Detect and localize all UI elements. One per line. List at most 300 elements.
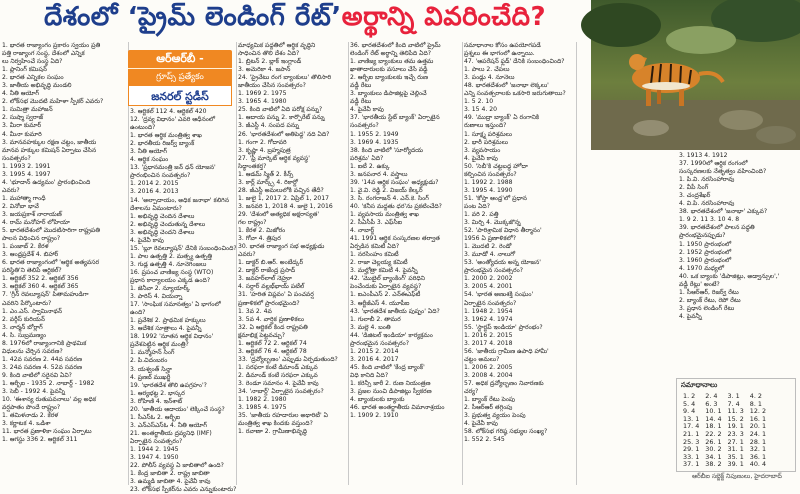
answer-cell: 37. 1 <box>683 460 700 469</box>
answer-cell: 40. 4 <box>749 460 767 469</box>
question-line: 3. ప్రజల నుంచి డిపాజిట్లు స్వీకరణ <box>350 388 432 396</box>
question-line: 4. మీనా కుమారి <box>2 130 42 138</box>
question-line: మంత్రిత్వ శాఖ కిందకు వస్తుంది? <box>238 420 313 428</box>
question-column-5 <box>464 42 574 485</box>
answer-cell: 7. 4 <box>727 399 740 408</box>
question-line: 1. 5 2. 10 <box>464 98 494 106</box>
question-line: 3. 1960 ప్రారంభంలో <box>679 256 732 264</box>
question-line: 3. ఆర్టికల్ 360 4. ఆర్టికల్ 365 <box>2 283 79 291</box>
question-line: 3. జాతీయ అభివృద్ధి మండలి <box>2 82 72 90</box>
question-line: 3. ఎన్ఎస్ఎస్ఓ 4. నీతి ఆయోగ్ <box>130 421 207 429</box>
question-line: సిద్ధాంతకర్త? <box>238 162 267 170</box>
question-line: 1. పాల ఉత్పత్తి 2. మత్స్య ఉత్పత్తి <box>130 252 212 260</box>
question-line: ఎన్ని సంవత్సరాలకు ఒకసారి జరుగుతాయి? <box>464 90 566 98</box>
question-line: 1. 1944 2. 1945 <box>130 445 179 453</box>
question-line: చట్టం అమలు? <box>464 355 500 363</box>
question-line: 1. 1992 2. 1988 <box>464 178 513 186</box>
answer-cell: 19. 1 <box>727 422 744 431</box>
question-line: కల్పించిన సంవత్సరం? <box>464 170 517 178</box>
question-line: 53. 'అంత్యోదయ అన్న యోజన' <box>464 259 541 267</box>
question-line: 3. నీతి ఆయోగ్ <box>130 148 167 156</box>
question-line: 4. బ్యాంకులకు బ్యాంకు <box>350 396 405 404</box>
question-line: 2. 1952 ప్రారంభంలో <box>679 248 732 256</box>
question-line: 26. 'భారతదేశంలో అతిపెద్ద' నది ఏది? <box>238 130 330 138</box>
question-line: 2. వర్గీస్ కురియన్ <box>2 315 45 323</box>
question-line: 1. కేంద్ర జాబితా 2. రాష్ట్ర జాబితా <box>130 470 210 478</box>
question-line: సమాధానాల కోసం ఉపయోగపడే <box>464 42 541 49</box>
answer-cell: 24. 1 <box>749 429 767 438</box>
answer-cell: 39. 1 <box>727 460 744 469</box>
question-line: 55. 'స్టార్టప్ ఇండియా' ప్రారంభం? <box>464 323 543 331</box>
question-line: 3. 24వ సవరణ 4. 52వ సవరణ <box>2 363 83 371</box>
question-line: 1. ఆగస్టు 336 2. ఆర్టికల్ 311 <box>2 436 78 444</box>
question-line: లెండింగ్ రేట్ అర్థాన్ని తెలిపేది ఏది? <box>350 50 431 58</box>
question-line: ప్రారంభమైన సంవత్సరం? <box>464 267 523 275</box>
question-line: లు నిర్వహించే సంస్థ ఏది? <box>2 58 63 66</box>
question-line: 2. లోక్‌సభ మొదటి మహిళా స్పీకర్ ఎవరు? <box>2 98 104 106</box>
question-line: 3. 1969 4. 1935 <box>350 138 399 146</box>
question-line: 22. పోలీస్ వ్యవస్థ ఏ జాబితాలో ఉంది? <box>130 462 224 470</box>
question-line: ఉంది? <box>130 309 146 317</box>
question-line: ప్రారంభమైనప్పుడు? <box>679 232 726 240</box>
question-line: 3. 2008 4. 2004 <box>464 371 513 379</box>
question-line: 58. లోక్‌సభ గరిష్ఠ సభ్యుల సంఖ్య? <box>464 428 548 436</box>
question-line: 1. ఆర్బీఐ - 1935 2. నాబార్డ్ - 1982 <box>2 379 95 387</box>
question-line: 20. 'జాతీయ ఆదాయం' లెక్కించే సంస్థ? <box>130 405 225 413</box>
question-line: 3. వ్యవసాయం <box>464 146 501 154</box>
question-line: 3. 1985 4. 1975 <box>238 404 287 412</box>
question-line: 1. జులై 1, 2017 2. ఏప్రిల్ 1, 2017 <box>238 194 330 202</box>
question-line: 57. అధిక ద్రవ్యోల్బణం నివారణకు <box>464 379 544 387</box>
question-line: 1956 ఏ ప్రణాళికలో? <box>464 235 517 243</box>
question-line: ఉంటుంది? <box>130 124 156 132</box>
answer-cell: 23. 3 <box>727 429 744 438</box>
question-line: 1. భారత ఆర్థిక మంత్రిత్వ శాఖ <box>130 132 202 140</box>
question-line: 3. బ్యాంకులు డిపాజిట్లపై చెల్లించే <box>350 90 427 98</box>
question-line: 6. భారత రాజ్యాంగంలో 'ఆర్థిక అత్యవసర <box>2 259 100 267</box>
question-line: 1. ఆర్యభట్ట 2. భాస్కర <box>130 389 185 397</box>
question-line: 2. డిమాండ్ కంటే సరఫరా ఎక్కువ <box>238 371 318 379</box>
question-line: 40. ఒక బ్యాంకు 'డిపాజిట్లు, అడ్వాన్సుల',' <box>679 272 780 280</box>
question-line: 3. జవహర్‌లాల్ నెహ్రూ <box>238 275 292 283</box>
question-line: ప్రశ్నలు ఈ భాగంలో ఉన్నాయి. <box>464 50 535 58</box>
question-line: 4. 'భూదాన్ ఉద్యమం' ప్రారంభించింది <box>2 178 91 186</box>
question-line: 1. 1969 2. 1975 <box>238 90 287 98</box>
question-line: 4. పైవన్నీ <box>679 312 702 320</box>
answer-cell: 29. 1 <box>683 445 700 454</box>
answer-cell: 36. 1 <box>749 452 767 461</box>
answer-cell: 5. 4 <box>683 399 696 408</box>
question-line: 1. 1955 2. 1949 <box>350 130 399 138</box>
question-line: 1. సరఫరా కంటే డిమాండ్ ఎక్కువ <box>238 363 318 371</box>
question-line: గల రాష్ట్రం? <box>238 219 267 227</box>
question-line: 2. డాక్టర్ రాజేంద్ర ప్రసాద్ <box>238 267 296 275</box>
question-line: 1. ఆడమ్ స్మిత్ 2. కీన్స్ <box>238 170 294 178</box>
question-line: 3. చంద్రశేఖర్ <box>679 192 711 200</box>
question-line: 46. భారత అంతర్జాతీయ విమానాశ్రయం <box>350 404 445 412</box>
question-line: 1. డాక్టర్ బి.ఆర్. అంబేద్కర్ <box>238 259 304 267</box>
question-line: 3. మిర్చి 4. మొక్కజొన్న <box>464 219 521 227</box>
question-line: 1. 42వ సవరణ 2. 44వ సవరణ <box>2 355 83 363</box>
question-line: 1. బ్యాంక్ రేటు పెంపు <box>464 396 516 404</box>
question-line: ఎవరు? <box>2 186 20 194</box>
question-line: 52. 'పారిశ్రామిక విధాన తీర్మానం' <box>464 227 542 235</box>
question-line: 11. భారత ప్రణాళికా సంఘం ఏర్పాటు <box>2 428 92 436</box>
headline <box>0 0 590 40</box>
answer-cell: 4. 2 <box>749 392 762 400</box>
question-line: 3. రెండూ సమానం 4. పైవేవీ కావు <box>238 379 319 387</box>
question-line: 3. మల్లె 4. బంతి <box>350 323 391 331</box>
question-line: 23. లోక్‌సభ స్పీకర్‌ను ఎవరు ఎన్నుకుంటారు? <box>130 486 237 494</box>
question-line: 2. భారతీయ రిజర్వ్ బ్యాంక్ <box>130 140 195 148</box>
question-line: 3. 15 4. 20 <box>464 106 497 114</box>
question-line: 30. భారత రాజ్యాంగ సభ అధ్యక్షుడు <box>238 243 325 251</box>
question-line: 2. అభివృద్ధి చెందుతున్న దేశాలు <box>130 220 206 228</box>
question-line: 2. బ్యాంక్ రేటు, రెపో రేటు <box>679 296 741 304</box>
answer-cell: 28. 1 <box>749 437 767 446</box>
question-line: 17. 'సాంఘిక సమానత్వం' ఏ భాగంలో <box>130 301 221 309</box>
answer-cell: 9. 4 <box>683 407 696 416</box>
question-line: ప్రారంభించిన సంవత్సరం? <box>130 172 191 180</box>
question-line: 14. 'అల్పాదాయం, అధిక జనాభా' కలిగిన <box>130 196 229 204</box>
question-line: 2. వినోబా భావే <box>2 202 39 210</box>
question-line: 4. సి. సుబ్రమణ్యం <box>2 331 47 339</box>
question-line: 4. నీతి ఆయోగ్ <box>2 90 39 98</box>
question-line: పాలన విధించిన రాష్ట్రం? <box>2 235 61 243</box>
question-line: 1. నరసింహం కమిటీ <box>350 251 399 259</box>
question-line: 1. మహాత్మా గాంధీ <box>2 194 46 202</box>
question-line: 3. గుడ్ల ఉత్పత్తి 4. నూనెగింజలు <box>130 260 207 268</box>
question-line: 1. ఆర్టికల్ 352 2. ఆర్టికల్ 356 <box>2 275 79 283</box>
question-line: సాధించిన తొలి దేశం ఏది? <box>238 50 300 58</box>
question-line: 2. సీఏసీపీ 3. ఎఫ్‌సీఐ <box>350 219 403 227</box>
question-line: 18. 1992 'నూతన ఆర్థిక విధానం' <box>130 333 214 341</box>
question-line: 4. సర్దార్ వల్లభ్‌భాయ్ పటేల్ <box>238 283 305 291</box>
question-line: 10. 'ఈశాన్య రుతుపవనాలు' వల్ల అధిక <box>2 396 97 404</box>
question-line: 1. మన్మోహన్ సింగ్ <box>130 349 175 357</box>
answer-key <box>676 378 796 472</box>
question-line: వడ్డీ రేటు <box>350 98 372 106</box>
question-line: 3. 2016 4. 2017 <box>350 355 399 363</box>
answer-cell: 8. 1 <box>749 399 762 408</box>
question-line: 3. మీరా కుమార్ <box>2 122 42 130</box>
question-line: 4. వి.పి. నరసింహారావు <box>679 200 735 208</box>
answer-cell: 34. 1 <box>705 452 722 461</box>
question-line: 32. ఏ ఆర్టికల్ కింద రాష్ట్రపతి <box>238 323 308 331</box>
question-line: 3. ప్రభుత్వ వ్యయం పెంపు <box>464 412 526 420</box>
answer-cell: 32. 1 <box>749 445 767 454</box>
question-line: 3. 2017 4. 2018 <box>464 339 513 347</box>
question-column-3 <box>238 42 346 485</box>
question-line: 4. రామ్ మనోహర్ లోహియా <box>2 219 70 227</box>
question-line: 2. ఆర్బీఐ బ్యాంకులకు ఇచ్చే రుణ <box>350 74 429 82</box>
question-line: 3. సి. రంగరాజన్ 4. ఎన్.కె. సింగ్ <box>350 194 429 202</box>
question-line: 25. కింది వాటిలో ఏది పరోక్ష పన్ను? <box>238 106 323 114</box>
question-line: 3. జనపనార 4. వస్త్రాలు <box>350 170 408 178</box>
question-line: 1. 2015 2. 2014 <box>350 347 399 355</box>
question-line: 4. పైవేవీ కావు <box>130 236 164 244</box>
question-line: 3. అమెరికా 4. జపాన్ <box>238 66 291 74</box>
question-line: 2. రాజా చెల్లయ్య కమిటీ <box>350 259 408 267</box>
question-line: 15. 'బ్లూ రెవల్యూషన్' దేనికి సంబంధించింది? <box>130 244 237 252</box>
question-line: 3. మూడో 4. నాలుగో <box>464 251 516 259</box>
answer-cell: 3. 1 <box>727 392 740 400</box>
answer-cell: 10. 1 <box>705 407 722 416</box>
question-line: 3. సెబీ - 1992 4. పైవన్నీ <box>2 388 66 396</box>
question-line: పరిస్థితి'ని తెలిపే ఆర్టికల్? <box>2 267 62 275</box>
question-line: 3. ఆర్టికల్ 76 4. ఆర్టికల్ 78 <box>238 347 307 355</box>
question-line: వడ్డీ రేట్లు' అంటే? <box>679 280 720 288</box>
question-line: 1. ఎం.ఎస్. స్వామినాథన్ <box>2 307 63 315</box>
author-byline: ఆర్‌బీఐ సబ్జెక్ట్ నిపుణులు, హైదరాబాద్ <box>692 473 782 480</box>
question-line: 1. సూక్ష్మ పరిశ్రమలు <box>464 130 512 138</box>
question-line: 1. జెనీవా 2. న్యూయార్క్ <box>130 285 190 293</box>
question-line: 4. ప్రణబ్ ముఖర్జీ <box>130 373 171 381</box>
question-line: 1. 1950 ప్రారంభంలో <box>679 240 732 248</box>
question-line: 3. జయప్రకాశ్ నారాయణ్ <box>2 210 62 218</box>
answer-cell: 27. 1 <box>727 437 744 446</box>
question-line: చర్య? <box>464 388 479 396</box>
question-line: 2. వీపీ సింగ్ <box>679 184 709 192</box>
question-line: ప్రధాన కార్యాలయం ఎక్కడ ఉంది? <box>130 276 211 284</box>
question-line: సంవత్సరం? <box>2 154 31 162</box>
question-line: 1. తమిళనాడు 2. కేరళ <box>2 412 59 420</box>
question-line: 3. ఆంధ్రప్రదేశ్ 4. బిహార్ <box>2 251 59 259</box>
question-line: 24. 'ప్రైవేటు రంగ బ్యాంకులు' తొలిసారి <box>238 74 332 82</box>
question-line: విధి కానిది ఏది? <box>350 371 389 379</box>
question-line: ఏర్పాటైన సంవత్సరం? <box>464 299 517 307</box>
question-line: 3. ఆదేశిక సూత్రాలు 4. పైవన్నీ <box>130 325 202 333</box>
badge-subtitle: గ్రూప్స్ ప్రత్యేకం <box>128 68 232 85</box>
question-line: 34. 'నాబార్డ్' ఏర్పాటైన సంవత్సరం? <box>238 388 324 396</box>
question-line: 3. యశ్వంత్ సిన్హా <box>130 365 172 373</box>
question-line: 3. 2005 4. 2001 <box>464 283 513 291</box>
question-line: 3. మానవహక్కుల రక్షణ చట్టం, జాతీయ <box>2 138 97 146</box>
question-line: 1. వ్యవసాయ మంత్రిత్వ శాఖ <box>350 210 419 218</box>
question-line: దేశాలను ఏమంటారు? <box>130 204 182 212</box>
question-line: 56. 'జాతీయ గ్రామీణ ఉపాధి హామీ' <box>464 347 549 355</box>
question-line: ఏర్పాటైన సంవత్సరం? <box>130 437 183 445</box>
question-line: 3. 1995 4. 1997 <box>2 170 51 178</box>
question-line: 42. 'మొబైల్ బ్యాంకింగ్' పరిధిని <box>350 275 425 283</box>
question-line: 7. 'గ్రీన్ రెవల్యూషన్' పితామహుడిగా <box>2 291 89 299</box>
question-line: ఏర్పడిన కమిటీ ఏది? <box>350 243 400 251</box>
question-line: 1. మొదటి 2. రెండో <box>464 243 512 251</box>
question-line: 1. 1982 2. 1980 <box>238 396 287 404</box>
question-line: 3. రోహిణి 4. ఇన్‌శాట్ <box>130 397 183 405</box>
question-line: 37. 'భారతీయ స్టేట్ బ్యాంక్' ఏర్పాటైన <box>350 114 440 122</box>
question-line: 4. నాబార్డ్ <box>350 227 375 235</box>
question-line: పంట ఏది? <box>464 202 490 210</box>
question-line: 1. 552 2. 545 <box>464 436 505 444</box>
question-line: 1. ప్లానింగ్ కమిషన్ <box>2 66 47 74</box>
question-line: 19. 'భారతదేశ తొలి ఉపగ్రహం'? <box>130 381 207 389</box>
question-line: 1. పంజాబ్ 2. కేరళ <box>2 243 49 251</box>
question-line: ప్రణాళికలో ప్రారంభమైంది? <box>238 299 300 307</box>
answer-cell: 35. 1 <box>727 452 744 461</box>
question-line: 44. 'డిజిటల్ ఇండియా' కార్యక్రమం <box>350 331 433 339</box>
question-line: ప్రవేశపెట్టిన ఆర్థిక మంత్రి? <box>130 341 189 349</box>
question-line: వర్షపాతం పొందే రాష్ట్రం? <box>2 404 61 412</box>
question-line: 1. సుమిత్రా మహాజన్ <box>2 106 53 114</box>
question-line: 4. పైవేవీ కావు <box>350 106 384 114</box>
question-line: 35. 'జాతీయ రహదారుల అథారిటీ' ఏ <box>238 412 328 420</box>
question-line: పత్తి రాజ్యాంగ సంస్థ, దేశంలో ఎన్నిక <box>2 50 85 58</box>
question-line: 1. కరెన్సీ జారీ 2. రుణ నియంత్రణ <box>350 379 431 387</box>
question-line: ఎవరు? <box>238 251 256 259</box>
question-line: 28. జీఎస్టీ అమలులోకి వచ్చిన తేదీ? <box>238 186 324 194</box>
question-line: 3. మల్హోత్రా కమిటీ 4. పైవన్నీ <box>350 267 418 275</box>
question-line: 3. పండ్లు 4. నూనెలు <box>464 74 515 82</box>
question-line: 1. 1993 2. 1991 <box>2 162 51 170</box>
answer-cell: 22. 2 <box>705 429 722 438</box>
answer-cell: 14. 4 <box>705 414 722 423</box>
question-line: 1. గులాబీ 2. తామర <box>350 315 401 323</box>
answer-cell: 26. 1 <box>705 437 722 446</box>
question-line: 1. పాలు 2. చేపలు <box>464 66 510 74</box>
question-line: 45. కింది వాటిలో 'కేంద్ర బ్యాంక్' <box>350 363 425 371</box>
question-line: 1. సీఎస్ఓ 2. ఆర్బీఐ <box>130 413 181 421</box>
question-line: 2. పి.చిదంబరం <box>130 357 168 365</box>
question-line: 1. భారత రాజ్యాంగం ప్రకారం స్వయం ప్రతి <box>2 42 101 49</box>
question-column-1 <box>2 42 126 485</box>
question-line: 43. 'భారతదేశ జాతీయ పుష్పం' ఏది? <box>350 307 440 315</box>
badge-subject: జనరల్ స్టడీస్ <box>128 85 232 106</box>
question-line: 1. 1948 2. 1954 <box>464 307 513 315</box>
answer-cell: 13. 1 <box>683 414 700 423</box>
question-line: సంవత్సరం? <box>350 122 379 130</box>
answer-cell: 18. 1 <box>705 422 722 431</box>
question-line: 1. 2000 2. 2002 <box>464 275 513 283</box>
question-line: 51. 'కోస్తా ఆంధ్ర'లో ప్రధాన <box>464 194 527 202</box>
question-line: 3. అభివృద్ధి చెందని దేశాలు <box>130 228 195 236</box>
question-line: 1. 2016 2. 2015 <box>464 331 513 339</box>
question-line: 3. నార్మన్ బోర్లాగ్ <box>2 323 43 331</box>
question-line: 37. 1990లో ఆర్థిక రంగంలో <box>679 160 748 168</box>
question-line: ఎవరిని పేర్కొంటారు? <box>2 299 52 307</box>
question-line: 1. ఆర్టికల్ 72 2. ఆర్టికల్ 74 <box>238 339 307 347</box>
question-line: 2. భారత ఎన్నికల సంఘం <box>2 74 64 82</box>
question-line: 3. 1995 4. 1990 <box>464 186 513 194</box>
answer-cell: 17. 4 <box>683 422 700 431</box>
answer-cell: 25. 3 <box>683 437 700 446</box>
question-line: 4. పైవేవీ కావు <box>464 154 498 162</box>
question-line: 1. 3వ 2. 4వ <box>238 307 272 315</box>
question-line: 1. 2014 2. 2015 <box>130 180 179 188</box>
question-line: 31. 'హరిత విప్లవం' ఏ పంచవర్ష <box>238 291 314 299</box>
question-line: రుణాలు ఇస్తుంది? <box>464 122 507 130</box>
question-line: 39. భారతదేశంలో పాలన పద్ధతి <box>679 224 755 232</box>
answer-cell: 6. 3 <box>705 399 718 408</box>
question-line: 1. పి.వి. నరసింహారావు <box>679 176 735 184</box>
question-line: 38. కింది వాటిలో 'సూర్యోదయ <box>350 146 424 154</box>
question-line: 3. జనవరి 1, 2018 4. జులై 1, 2016 <box>238 202 333 210</box>
question-line: 4. పైవేవీ కావు <box>464 420 498 428</box>
question-line: 47. 'ఆపరేషన్ ఫ్లడ్' దేనికి సంబంధించింది? <box>464 58 565 66</box>
question-line: 16. ప్రపంచ వాణిజ్య సంస్థ (WTO) <box>130 268 214 276</box>
question-line: 33. 'ద్రవ్యోల్బణం' ఎప్పుడు ఏర్పడుతుంది? <box>238 355 338 363</box>
answer-cell: 11. 3 <box>727 407 744 416</box>
question-line: పరిశ్రమ' ఏది? <box>350 154 384 162</box>
question-line: 5. భారతదేశంలో మొదటిసారిగా రాష్ట్రపతి <box>2 227 101 235</box>
question-line: 4. 1970 మధ్యలో <box>679 264 724 272</box>
answer-cell: 16. 1 <box>749 414 767 423</box>
question-line: 3. పారిస్ 4. వియన్నా <box>130 293 183 301</box>
question-line: 3. 1947 4. 1950 <box>130 454 179 462</box>
question-line: 21. అంతర్జాతీయ ద్రవ్యనిధి (IMF) <box>130 429 212 437</box>
question-line: 2. సుష్మా స్వరాజ్ <box>2 114 44 122</box>
question-line: 27. 'ఫ్రీ మార్కెట్ ఆర్థిక వ్యవస్థ' <box>238 154 310 162</box>
answer-cell: 2. 4 <box>705 392 718 400</box>
question-line: 1. 1909 2. 1910 <box>350 412 399 420</box>
question-line: 13. 'ప్రధానమంత్రి జన్ ధన్ యోజన' <box>130 164 216 172</box>
question-line: 3. కర్ణాటక 4. ఒడిశా <box>2 420 51 428</box>
question-line: 4. ఆర్థిక సంఘం <box>130 156 169 164</box>
question-line: సంస్కరణలకు నేతృత్వం వహించింది? <box>679 168 767 176</box>
question-line: 39. '14వ ఆర్థిక సంఘం' అధ్యక్షుడు? <box>350 178 439 186</box>
question-line: 1. ఆదాయ పన్ను 2. కార్పొరేట్ పన్ను <box>238 114 325 122</box>
question-line: 8. 1976లో రాజ్యాంగానికి ప్రాథమిక <box>2 339 87 347</box>
question-line: 12. 'ద్రవ్య విధానం' ఎవరి ఆధీనంలో <box>130 116 216 124</box>
question-line: 40. 'కనీస మద్దతు ధర'ను ప్రకటించేది? <box>350 202 442 210</box>
headline-main: దేశంలో ‘ప్రైమ్ లెండింగ్ రేట్’ <box>43 2 342 32</box>
question-line: 3. కృష్ణా 4. బ్రహ్మపుత్ర <box>238 146 291 154</box>
question-line: 3. 1913 4. 1912 <box>679 152 728 159</box>
question-line: 41. 1991 ఆర్థిక సంస్కరణల తర్వాత <box>350 235 440 243</box>
question-line: 3. గోవా 4. త్రిపుర <box>238 235 281 243</box>
answer-row <box>680 461 769 469</box>
answer-cell: 1. 2 <box>683 392 696 400</box>
question-line: విధులను చేర్చిన సవరణ? <box>2 347 63 355</box>
answer-cell: 31. 1 <box>727 445 744 454</box>
answer-cell: 15. 2 <box>727 414 744 423</box>
question-line: 3. ఆర్టికల్ 112 4. ఆర్టికల్ 420 <box>130 108 207 115</box>
question-line: 1. ప్రవేశిక 2. ప్రాథమిక హక్కులు <box>130 317 206 325</box>
question-line: 1. 2006 2. 2005 <box>464 363 513 371</box>
question-line: క్షమాభిక్ష పెట్టవచ్చు? <box>238 331 285 339</box>
question-line: 1. రవాణా 2. గ్రామీణాభివృద్ధి <box>238 428 308 436</box>
question-line: 1. బ్రిటన్ 2. బ్లాక్ ఇంగ్లాండ్ <box>238 58 302 66</box>
answer-cell: 30. 2 <box>705 445 722 454</box>
question-line: 2. భారీ పరిశ్రమలు <box>464 138 509 146</box>
answer-cell: 12. 2 <box>749 407 767 416</box>
question-line: 36. భారతదేశంలో కింది వాటిలో ప్రైమ్ <box>350 42 441 49</box>
question-column-6 <box>679 152 796 375</box>
question-line: 3. కార్ల్ మార్క్స్ 4. రికార్డో <box>238 178 298 186</box>
question-line: మానవ హక్కుల కమిషన్ ఏర్పాటు చేసిన <box>2 146 97 154</box>
question-line: 1. వాణిజ్య బ్యాంకులు తమ ఉత్తమ <box>350 58 434 66</box>
question-line: ప్రారంభమైన సంవత్సరం? <box>350 339 409 347</box>
question-column-2 <box>130 42 237 494</box>
question-line: 38. భారతదేశంలో 'జనాభా' ఎక్కువ? <box>679 208 768 216</box>
answer-key-title: సమాధానాలు <box>681 381 718 389</box>
headline-accent: అర్థాన్ని వివరించేది? <box>341 2 547 32</box>
question-line: 1. వరి 2. పత్తి <box>464 210 499 218</box>
question-line: 2. సీఆర్ఆర్ తగ్గింపు <box>464 404 513 412</box>
question-line: 50. 'సెబీ'కి చట్టబద్ధ హోదా <box>464 162 528 170</box>
question-line: 49. 'ముద్రా బ్యాంక్' ఏ రంగానికి <box>464 114 540 122</box>
question-line: 1. ఐటీ 2. ఉక్కు <box>350 162 390 170</box>
question-line: 1. సీఆర్ఆర్, రిజర్వ్ రేటు <box>679 288 739 296</box>
question-line: 3. 1962 4. 1974 <box>464 315 513 323</box>
question-line: 1. అభివృద్ధి చెందిన దేశాలు <box>130 212 195 220</box>
question-line: 1. 9 2. 11 3. 10 4. 8 <box>679 216 740 224</box>
question-line: 3. 5వ 4. వార్షిక ప్రణాళికలు <box>238 315 304 323</box>
question-line: 9. కింది వాటిలో సరైనవి ఏవి? <box>2 371 72 379</box>
question-line: 3. ఉమ్మడి జాబితా 4. పైవేవీ కావు <box>130 478 211 486</box>
answer-cell: 33. 1 <box>683 452 700 461</box>
question-column-4 <box>350 42 460 485</box>
